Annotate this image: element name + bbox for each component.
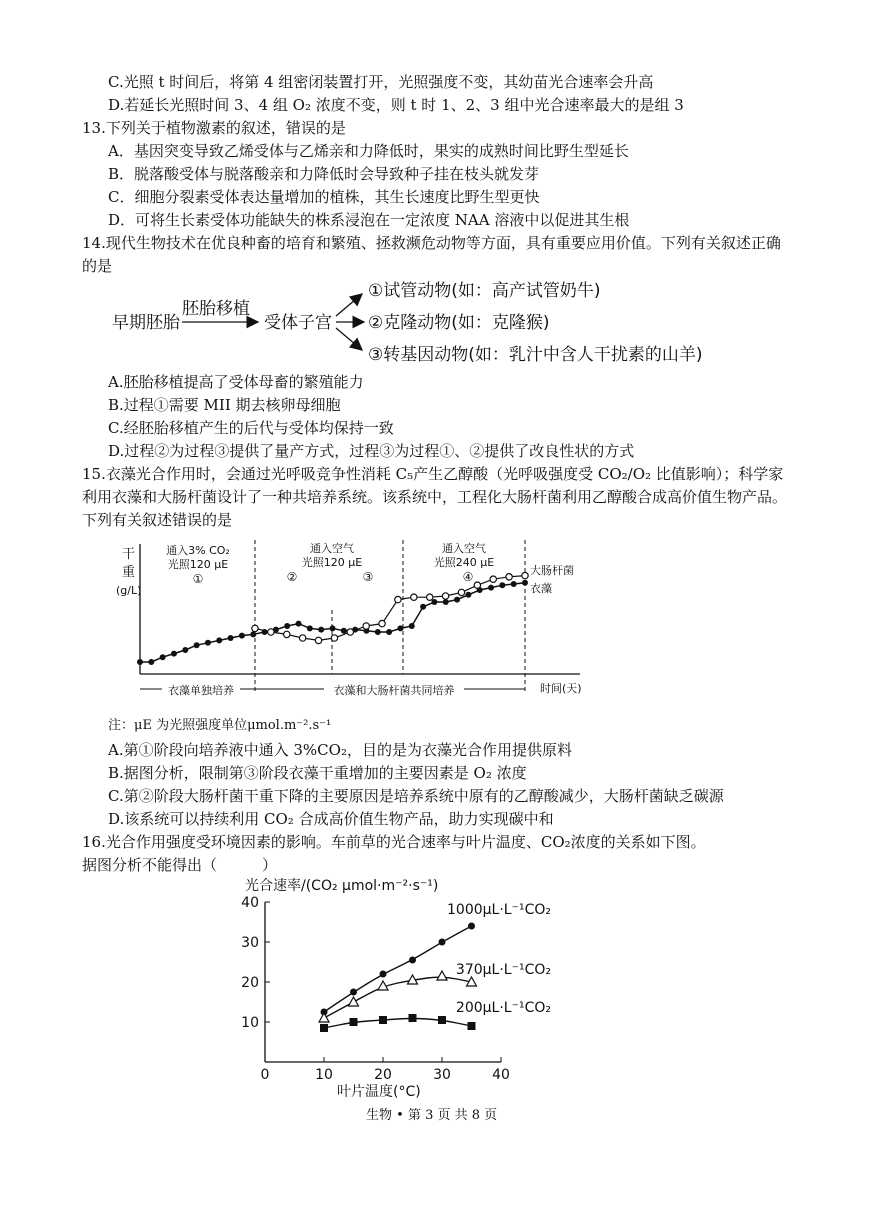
stage23-condition-2: 光照120 μE	[301, 556, 363, 569]
chart2-ytick-label: 20	[241, 975, 259, 991]
ecoli-point	[474, 582, 480, 588]
chart2-ylabel: 光合速率/(CO₂ μmol·m⁻²·s⁻¹)	[245, 878, 439, 894]
chart1-series-layer	[137, 572, 528, 665]
chart1-ylabel-2: 重	[122, 565, 136, 580]
chart2-point-triangle	[349, 997, 359, 1006]
chart2-point-square	[438, 1016, 446, 1024]
algae-point	[330, 625, 336, 631]
algae-point	[137, 659, 143, 665]
q14-option-c: C.经胚胎移植产生的后代与受体均保持一致	[108, 419, 394, 437]
ecoli-point	[427, 594, 433, 600]
chart2-xtick-label: 10	[315, 1067, 333, 1083]
algae-point	[148, 659, 154, 665]
q13-option-a: A．基因突变导致乙烯受体与乙烯亲和力降低时，果实的成熟时间比野生型延长	[108, 142, 629, 160]
chart2-point-square	[468, 1022, 476, 1030]
algae-point	[160, 654, 166, 660]
chart2-point-square	[409, 1014, 417, 1022]
algae-ecoli-coculture-chart	[110, 536, 620, 706]
q12-option-d: D.若延长光照时间 3、4 组 O₂ 浓度不变，则 t 时 1、2、3 组中光合速率最大的是组 3	[108, 96, 684, 114]
stage2-number: ②	[286, 570, 298, 584]
chart2-xlabel: 叶片温度(°C)	[337, 1084, 421, 1100]
stage4-condition-2: 光照240 μE	[433, 556, 495, 569]
chart2-series-line	[324, 1019, 472, 1029]
chart2-point-square	[350, 1018, 358, 1026]
chart1-xlabel: 时间(天)	[540, 682, 582, 695]
ecoli-point	[331, 635, 337, 641]
diagram-middle-node: 受体子宫	[264, 313, 332, 333]
ecoli-point	[315, 637, 321, 643]
algae-point	[284, 623, 290, 629]
algae-point	[511, 581, 517, 587]
q15-note: 注：μE 为光照强度单位μmol.m⁻².s⁻¹	[108, 718, 332, 733]
algae-point	[216, 637, 222, 643]
stage1-number: ①	[192, 572, 204, 586]
diagram-output-3: ③转基因动物(如：乳汁中含人干扰素的山羊)	[368, 345, 703, 365]
q13-option-d: D．可将生长素受体功能缺失的株系浸泡在一定浓度 NAA 溶液中以促进其生根	[108, 211, 630, 229]
chart1-ylabel-1: 干	[122, 547, 136, 562]
chart2-xtick-label: 40	[492, 1067, 510, 1083]
legend-ecoli-label: 大肠杆菌	[530, 564, 574, 577]
chart2-point-square	[379, 1016, 387, 1024]
algae-point	[318, 627, 324, 633]
stage3-number: ③	[362, 570, 374, 584]
q14-stem-line1: 14.现代生物技术在优良种畜的培育和繁殖、拯救濒危动物等方面，具有重要应用价值。下列有关叙述正确	[82, 234, 781, 252]
algae-point	[488, 585, 494, 591]
ecoli-point	[490, 576, 496, 582]
algae-point	[205, 640, 211, 646]
diagram-output-1: ①试管动物(如：高产试管奶牛)	[368, 281, 601, 301]
period2-label: 衣藻和大肠杆菌共同培养	[333, 684, 455, 697]
algae-point	[250, 631, 256, 637]
chart2-xtick-label: 0	[260, 1067, 270, 1083]
chart2-xtick-label: 30	[433, 1067, 451, 1083]
chart2-point-circle	[350, 989, 357, 996]
diagram-start-node: 早期胚胎	[112, 313, 180, 333]
ecoli-point	[252, 625, 258, 631]
diagram-arrow-label: 胚胎移植	[182, 299, 250, 319]
q13-option-b: B．脱落酸受体与脱落酸亲和力降低时会导致种子挂在枝头就发芽	[108, 165, 540, 183]
q12-option-c: C.光照 t 时间后，将第 4 组密闭装置打开，光照强度不变，其幼苗光合速率会升高	[108, 73, 654, 91]
algae-point	[182, 647, 188, 653]
chart2-point-triangle	[437, 971, 447, 980]
algae-point	[307, 625, 313, 631]
period1-label: 衣藻单独培养	[168, 684, 234, 697]
diagram-branch-arrow-3	[336, 328, 362, 350]
algae-point	[228, 635, 234, 641]
q15-stem-line3: 下列有关叙述错误的是	[82, 511, 233, 529]
algae-point	[443, 599, 449, 605]
ecoli-point	[411, 594, 417, 600]
q15-option-c: C.第②阶段大肠杆菌干重下降的主要原因是培养系统中原有的乙醇酸减少，大肠杆菌缺乏碳源	[108, 787, 724, 805]
algae-point	[375, 629, 381, 635]
q14-flow-diagram	[100, 276, 760, 370]
q14-stem-line2: 的是	[82, 257, 113, 275]
q15-option-a: A.第①阶段向培养液中通入 3%CO₂，目的是为衣藻光合作用提供原料	[108, 741, 572, 759]
page-footer: 生物 • 第 3 页 共 8 页	[366, 1108, 498, 1123]
chart2-series-label: 1000μL·L⁻¹CO₂	[447, 902, 551, 918]
ecoli-point	[522, 572, 528, 578]
chart2-series-line	[324, 926, 472, 1012]
q15-stem-line2: 利用衣藻和大肠杆菌设计了一种共培养系统。该系统中，工程化大肠杆菌利用乙醇酸合成高价值生物产品。	[82, 488, 788, 506]
chart2-series-label: 200μL·L⁻¹CO₂	[455, 1000, 551, 1016]
stage4-condition-1: 通入空气	[442, 542, 486, 555]
stage4-number: ④	[462, 570, 474, 584]
q14-option-d: D.过程②为过程③提供了量产方式，过程③为过程①、②提供了改良性状的方式	[108, 442, 635, 460]
chart2-point-square	[320, 1024, 328, 1032]
q15-stem-line1: 15.衣藻光合作用时，会通过光呼吸竞争性消耗 C₅产生乙醇酸（光呼吸强度受 CO₂/O₂ 比值影响）；科学家	[82, 465, 784, 483]
ecoli-point	[442, 593, 448, 599]
legend-algae-label: 衣藻	[530, 582, 552, 595]
algae-point	[296, 621, 302, 627]
q16-stem-line1: 16.光合作用强度受环境因素的影响。车前草的光合速率与叶片温度、CO₂浓度的关系如下图。	[82, 833, 706, 851]
q15-option-b: B.据图分析，限制第③阶段衣藻干重增加的主要因素是 O₂ 浓度	[108, 764, 527, 782]
ecoli-point	[284, 631, 290, 637]
chart2-xtick-label: 20	[374, 1067, 392, 1083]
algae-point	[194, 642, 200, 648]
chart2-point-circle	[439, 939, 446, 946]
chart2-point-circle	[409, 957, 416, 964]
ecoli-point	[379, 620, 385, 626]
algae-point	[397, 625, 403, 631]
chart2-ytick-label: 30	[241, 935, 259, 951]
stage1-condition-2: 光照120 μE	[167, 558, 229, 571]
photosynthesis-temperature-chart	[225, 874, 565, 1104]
algae-point	[171, 651, 177, 657]
ecoli-point	[506, 574, 512, 580]
ecoli-point	[347, 629, 353, 635]
algae-point	[386, 629, 392, 635]
stage1-condition-1: 通入3% CO₂	[166, 544, 230, 557]
q13-stem: 13.下列关于植物激素的叙述，错误的是	[82, 119, 346, 137]
algae-point	[522, 580, 528, 586]
algae-point	[420, 604, 426, 610]
algae-point	[341, 628, 347, 634]
chart2-point-triangle	[319, 1013, 329, 1022]
diagram-output-2: ②克隆动物(如：克隆猴)	[368, 313, 550, 333]
algae-point	[499, 582, 505, 588]
chart2-series-layer	[319, 902, 551, 1032]
ecoli-point	[363, 623, 369, 629]
chart2-point-circle	[380, 971, 387, 978]
q14-option-a: A.胚胎移植提高了受体母畜的繁殖能力	[108, 373, 364, 391]
ecoli-point	[299, 635, 305, 641]
algae-point	[409, 623, 415, 629]
ecoli-point	[395, 596, 401, 602]
chart2-ytick-label: 40	[241, 895, 259, 911]
diagram-branch-arrow-1	[336, 294, 362, 316]
stage23-condition-1: 通入空气	[310, 542, 354, 555]
chart1-ylabel-3: (g/L)	[116, 584, 142, 597]
q14-option-b: B.过程①需要 MII 期去核卵母细胞	[108, 396, 341, 414]
chart2-series-label: 370μL·L⁻¹CO₂	[455, 962, 551, 978]
algae-point	[454, 597, 460, 603]
chart2-ytick-label: 10	[241, 1015, 259, 1031]
q13-option-c: C．细胞分裂素受体表达量增加的植株，其生长速度比野生型更快	[108, 188, 540, 206]
ecoli-point	[268, 629, 274, 635]
q16-stem-line2: 据图分析不能得出（ ）	[82, 856, 278, 874]
q15-option-d: D.该系统可以持续利用 CO₂ 合成高价值生物产品，助力实现碳中和	[108, 810, 554, 828]
algae-point	[465, 592, 471, 598]
algae-point	[239, 633, 245, 639]
ecoli-point	[458, 589, 464, 595]
chart2-point-circle	[468, 923, 475, 930]
